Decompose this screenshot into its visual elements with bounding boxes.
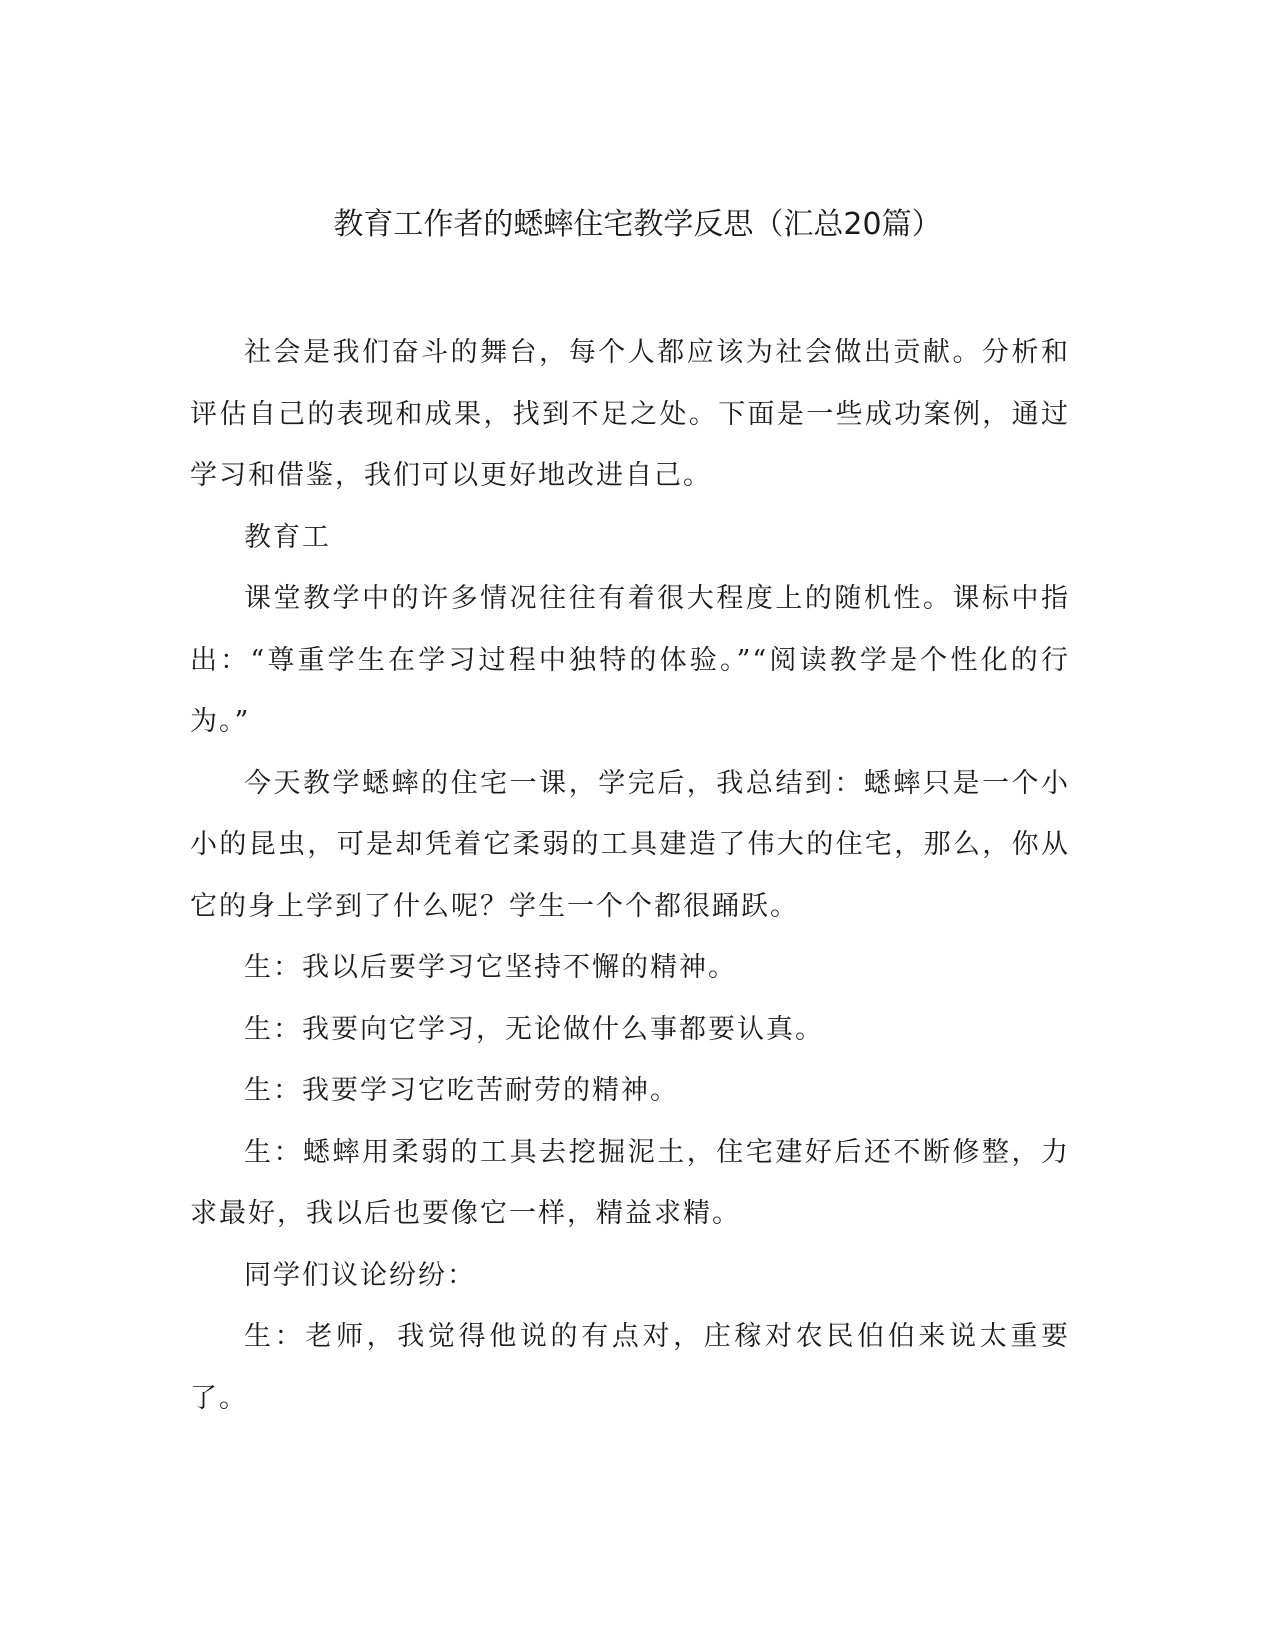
paragraph-lesson: 今天教学蟋蟀的住宅一课，学完后，我总结到：蟋蟀只是一个小小的昆虫，可是却凭着它柔弱的工具建造了伟大的住宅，那么，你从它的身上学到了什么呢？学生一个个都很踊跃。 — [190, 767, 1070, 922]
paragraph-student-answer: 生：我要学习它吃苦耐劳的精神。 — [244, 1075, 679, 1106]
paragraph-discussion: 同学们议论纷纷： — [244, 1259, 476, 1291]
paragraph-curriculum: 课堂教学中的许多情况往往有着很大程度上的随机性。课标中指出：“尊重学生在学习过程中独特的体验。”“阅读教学是个性化的行为。” — [190, 583, 1070, 737]
paragraph-student-answer: 生：我以后要学习它坚持不懈的精神。 — [244, 952, 737, 983]
document-body — [190, 322, 1070, 1429]
paragraph-student-answer: 生：蟋蟀用柔弱的工具去挖掘泥土，住宅建好后还不断修整，力求最好，我以后也要像它一样，精益求精。 — [190, 1136, 1070, 1229]
paragraph-student-answer: 生：我要向它学习，无论做什么事都要认真。 — [244, 1013, 824, 1045]
paragraph-heading: 教育工 — [244, 521, 331, 553]
document-title: 教育工作者的蟋蟀住宅教学反思（汇总20篇） — [333, 207, 942, 242]
paragraph-intro: 社会是我们奋斗的舞台，每个人都应该为社会做出贡献。分析和评估自己的表现和成果，找到不足之处。下面是一些成功案例，通过学习和借鉴，我们可以更好地改进自己。 — [190, 337, 1070, 491]
paragraph-student-answer: 生：老师，我觉得他说的有点对，庄稼对农民伯伯来说太重要了。 — [190, 1321, 1070, 1414]
